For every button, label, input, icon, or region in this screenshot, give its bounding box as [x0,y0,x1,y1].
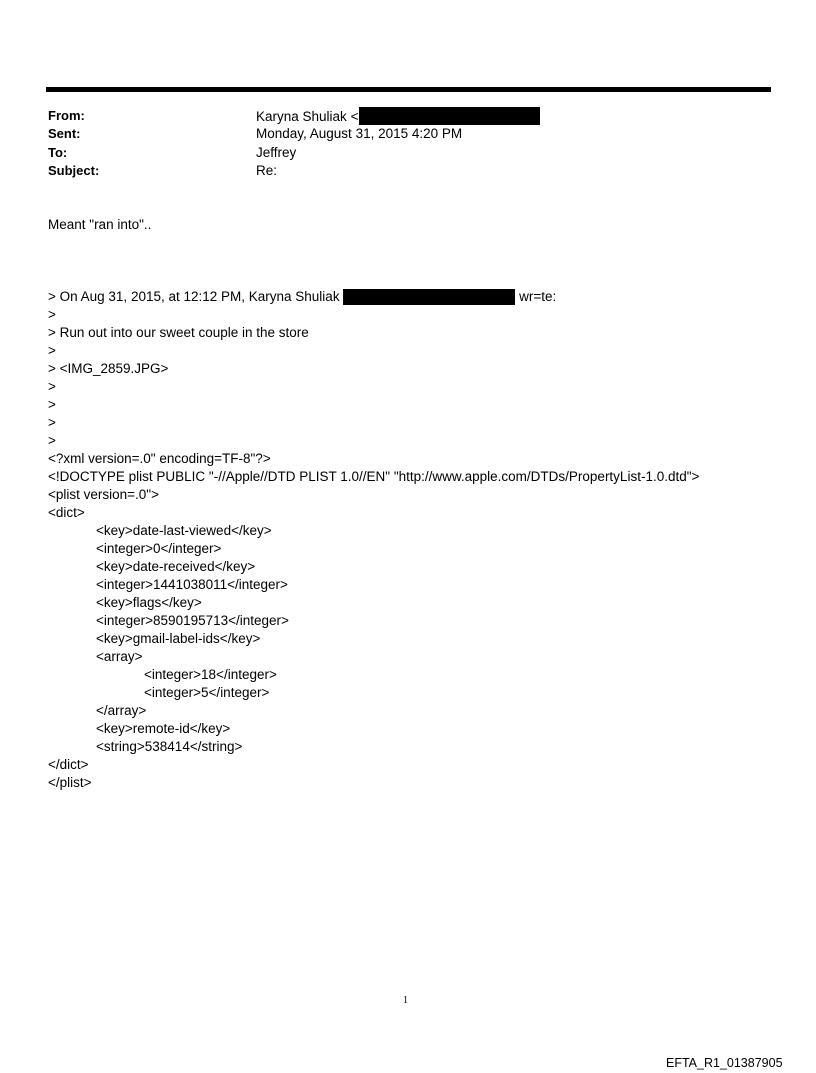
to-label: To: [48,145,68,160]
from-value [256,107,540,126]
plist-line: <key>date-last-viewed</key> [96,523,272,538]
plist-line: <key>gmail-label-ids</key> [96,631,261,646]
quoted-line: > [48,379,56,394]
redaction-block [359,107,540,125]
page-number: 1 [403,995,408,1006]
plist-line: <!DOCTYPE plist PUBLIC "-//Apple//DTD PLIST 1.0//EN" "http://www.apple.com/DTDs/PropertyList-1.0.dtd"> [48,469,700,484]
message-text: Meant "ran into".. [48,217,152,232]
quoted-line: > Run out into our sweet couple in the store [48,325,309,340]
plist-line: </array> [96,703,147,718]
quoted-line: > <IMG_2859.JPG> [48,361,169,376]
from-name: Karyna Shuliak [256,109,347,124]
plist-line: <array> [96,649,143,664]
plist-line: </dict> [48,757,89,772]
plist-line: <integer>0</integer> [96,541,222,556]
plist-line: <integer>18</integer> [144,667,277,682]
quote-intro-text: > On Aug 31, 2015, at 12:12 PM, Karyna Shuliak [48,289,340,304]
quoted-line: > [48,307,56,322]
header-rule [46,87,771,92]
quoted-line: > [48,397,56,412]
plist-line: <integer>1441038011</integer> [96,577,288,592]
quoted-line: > [48,433,56,448]
plist-line: <string>538414</string> [96,739,243,754]
plist-line: <integer>8590195713</integer> [96,613,289,628]
sent-label: Sent: [48,126,81,141]
quote-intro-suffix: wr=te: [519,289,557,304]
document-id: EFTA_R1_01387905 [666,1056,783,1070]
to-value: Jeffrey [256,145,297,160]
plist-line: <key>flags</key> [96,595,202,610]
quoted-line: > [48,415,56,430]
from-label: From: [48,108,85,123]
quote-intro [48,288,556,306]
sent-value: Monday, August 31, 2015 4:20 PM [256,126,463,141]
plist-line: <key>date-received</key> [96,559,256,574]
from-suffix: < [350,109,359,124]
redaction-block [343,289,515,305]
subject-label: Subject: [48,163,100,178]
plist-line: <key>remote-id</key> [96,721,231,736]
quoted-line: > [48,343,56,358]
plist-line: <integer>5</integer> [144,685,270,700]
plist-line: <plist version=.0"> [48,487,159,502]
plist-line: <?xml version=.0" encoding=TF-8"?> [48,451,271,466]
subject-value: Re: [256,163,278,178]
plist-line: </plist> [48,775,92,790]
plist-line: <dict> [48,505,85,520]
